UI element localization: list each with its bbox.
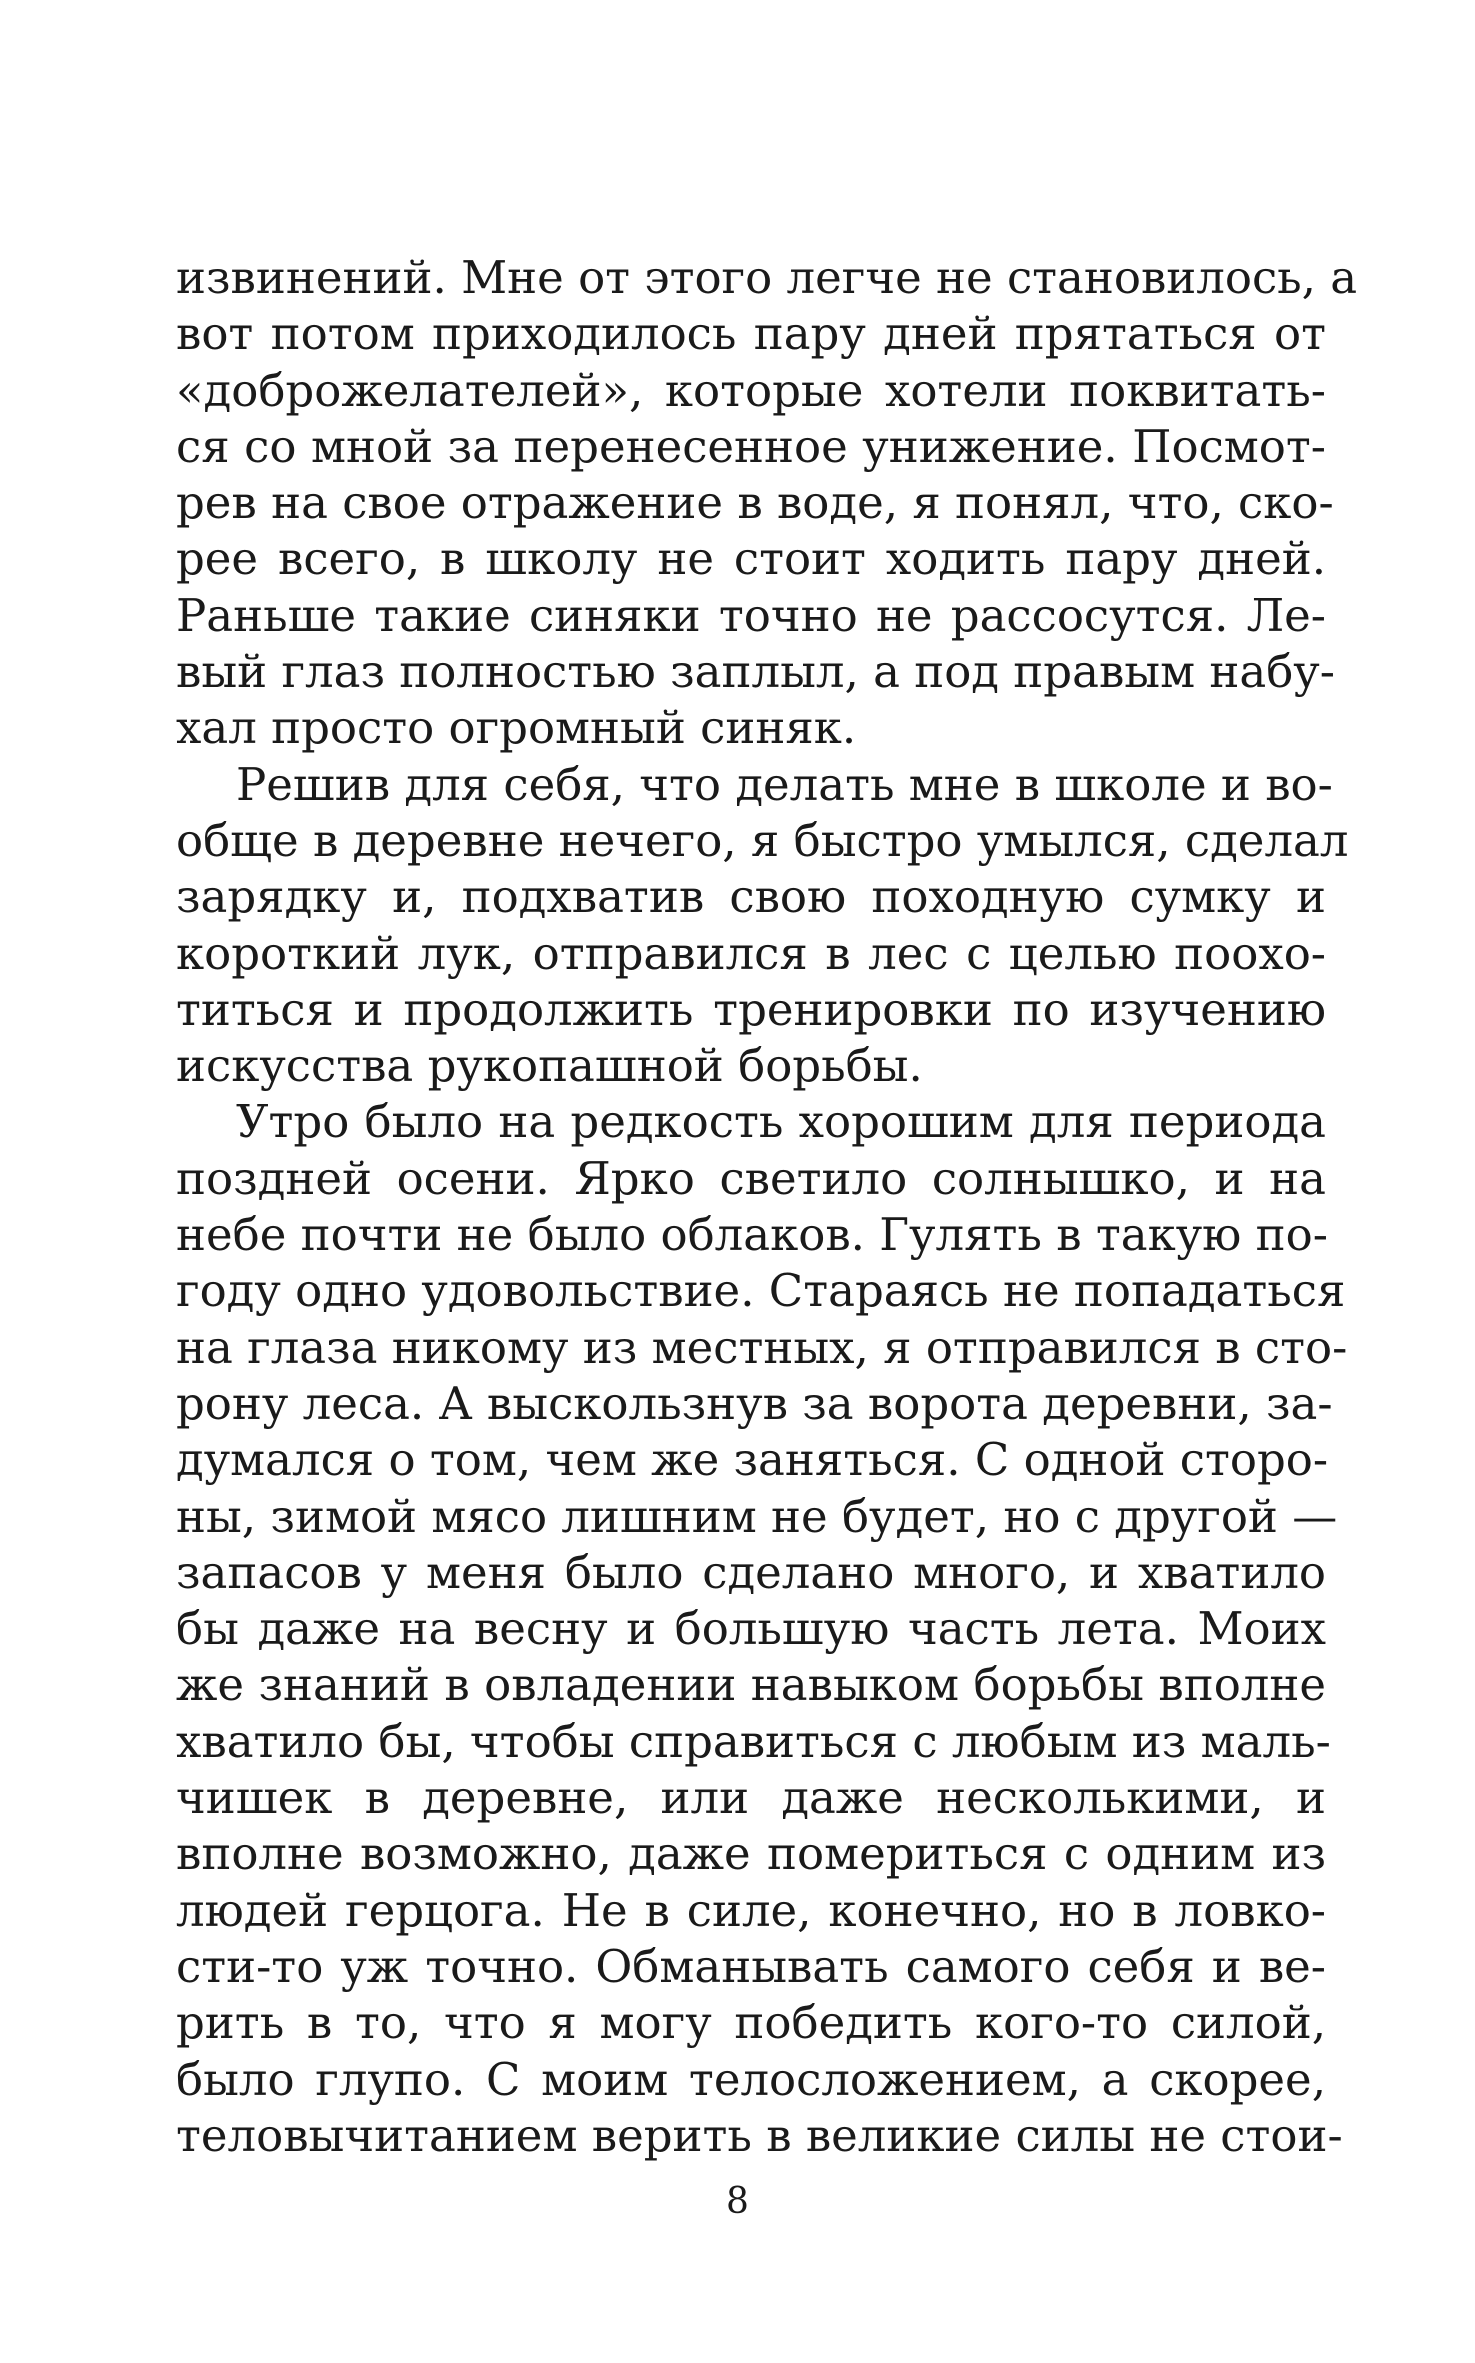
text-line: же знаний в овладении навыком борьбы вполне	[176, 1658, 1326, 1712]
text-line: запасов у меня было сделано много, и хватило	[176, 1545, 1326, 1599]
text-line: рев на свое отражение в воде, я понял, что, ско-	[176, 476, 1334, 530]
text-line: титься и продолжить тренировки по изучению	[176, 982, 1326, 1036]
text-line: вполне возможно, даже помериться с одним из	[176, 1827, 1326, 1881]
text-line: рее всего, в школу не стоит ходить пару дней.	[176, 532, 1326, 586]
text-line: на глаза никому из местных, я отправился в сто-	[176, 1320, 1348, 1374]
text-line: извинений. Мне от этого легче не становилось, а	[176, 251, 1358, 304]
body-text	[176, 250, 1358, 2164]
text-line: сти-то уж точно. Обманывать самого себя и ве-	[176, 1939, 1326, 1993]
text-line: было глупо. С моим телосложением, а скорее,	[176, 2052, 1326, 2106]
text-line: чишек в деревне, или даже несколькими, и	[176, 1771, 1326, 1825]
text-line: «доброжелателей», которые хотели поквитать-	[176, 363, 1326, 417]
text-line: зарядку и, подхватив свою походную сумку и	[176, 870, 1326, 924]
text-line: ся со мной за перенесенное унижение. Посмот-	[176, 419, 1326, 473]
text-line: ны, зимой мясо лишним не будет, но с другой —	[176, 1489, 1338, 1543]
text-line: году одно удовольствие. Стараясь не попадаться	[176, 1264, 1346, 1318]
text-line: обще в деревне нечего, я быстро умылся, сделал	[176, 813, 1349, 867]
text-line: теловычитанием верить в великие силы не стои-	[176, 2108, 1343, 2162]
text-line: хватило бы, чтобы справиться с любым из маль-	[176, 1714, 1331, 1768]
text-line: Раньше такие синяки точно не рассосутся. Ле-	[176, 588, 1326, 642]
text-line: людей герцога. Не в силе, конечно, но в ловко-	[176, 1883, 1326, 1937]
text-line: рону леса. А выскользнув за ворота деревни, за-	[176, 1376, 1333, 1430]
text-line: думался о том, чем же заняться. С одной сторо-	[176, 1433, 1329, 1487]
text-line: поздней осени. Ярко светило солнышко, и на	[176, 1151, 1326, 1205]
text-line: искусства рукопашной борьбы.	[176, 1039, 923, 1093]
text-line: короткий лук, отправился в лес с целью поохо-	[176, 926, 1326, 980]
paragraph-first-line: Решив для себя, что делать мне в школе и во-	[236, 757, 1333, 811]
text-line: хал просто огромный синяк.	[176, 701, 857, 755]
page-number: 8	[726, 2181, 749, 2222]
text-line: рить в то, что я могу победить кого-то силой,	[176, 1996, 1326, 2050]
text-line: бы даже на весну и большую часть лета. Моих	[176, 1602, 1326, 1656]
text-line: вый глаз полностью заплыл, а под правым набу-	[176, 645, 1335, 699]
text-line: вот потом приходилось пару дней прятаться от	[176, 307, 1326, 361]
text-line: небе почти не было облаков. Гулять в такую по-	[176, 1208, 1328, 1262]
paragraph-first-line: Утро было на редкость хорошим для периода	[236, 1095, 1326, 1149]
